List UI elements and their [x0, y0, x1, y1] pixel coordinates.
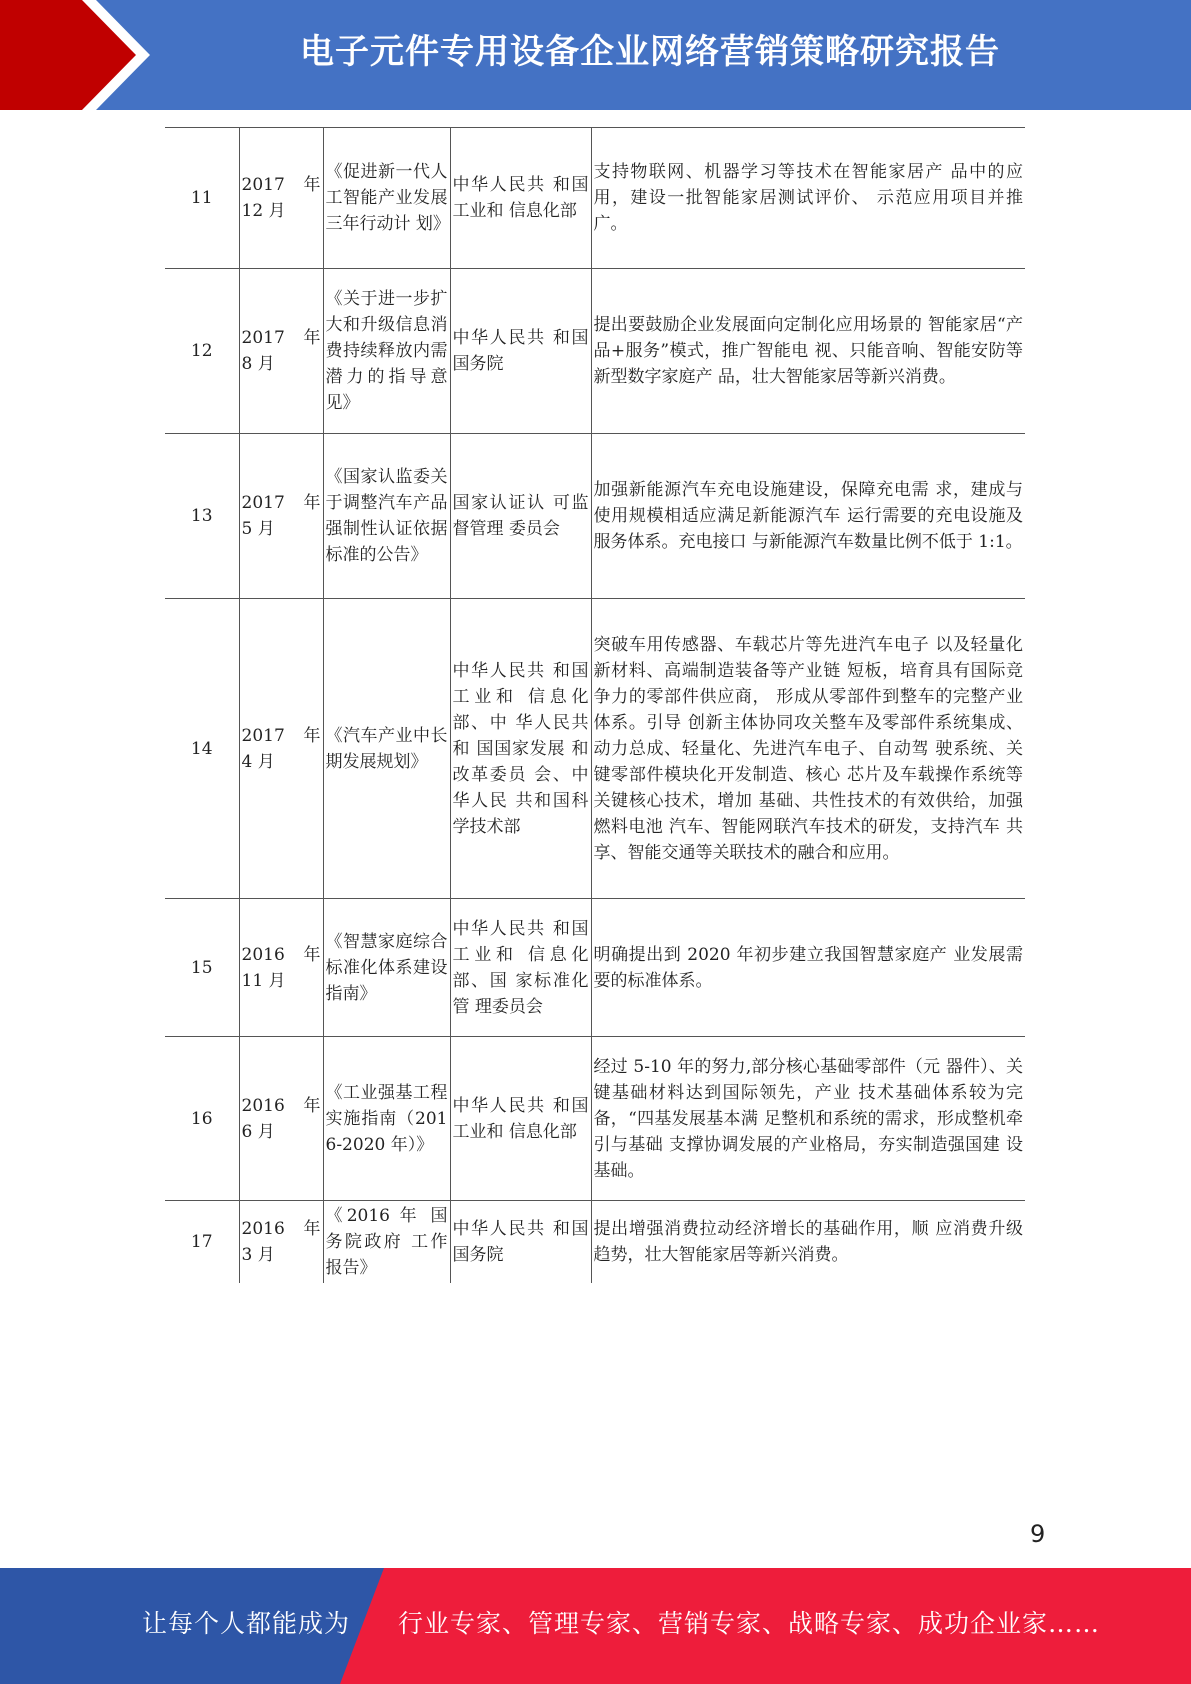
- page-number: 9: [1030, 1520, 1046, 1548]
- policy-table: [165, 127, 1025, 1283]
- issuing-authority: 中华人民共 和国国务院: [450, 269, 591, 434]
- row-number: 12: [165, 269, 239, 434]
- page-header: [0, 0, 1191, 110]
- row-number: 13: [165, 434, 239, 599]
- policy-name: 《促进新一代人工智能产业发展三年行动计 划》: [323, 128, 450, 269]
- policy-content: 支持物联网、机器学习等技术在智能家居产 品中的应用，建设一批智能家居测试评价、 示范应用项目并推广。: [591, 128, 1025, 269]
- header-red-arrow: [0, 0, 136, 110]
- table-row: [165, 269, 1025, 434]
- policy-content: 经过 5-10 年的努力,部分核心基础零部件（元 器件）、关键基础材料达到国际领先，产业 技术基础体系较为完备，“四基发展基本满 足整机和系统的需求，形成整机牵引与基础 支撑协调发展的产业格局，夯实制造强国建 设基础。: [591, 1037, 1025, 1201]
- issuing-authority: 中华人民共 和国工业和 信息化部、中 华人民共和 国国家发展 和改革委员 会、中华人民 共和国科学技术部: [450, 599, 591, 899]
- policy-name: 《2016 年 国务院政府 工作报告》: [323, 1201, 450, 1283]
- table-row: [165, 899, 1025, 1037]
- policy-content: 加强新能源汽车充电设施建设，保障充电需 求，建成与使用规模相适应满足新能源汽车 运行需要的充电设施及服务体系。充电接口 与新能源汽车数量比例不低于 1:1。: [591, 434, 1025, 599]
- issue-date: 2016 年 6 月: [239, 1037, 323, 1201]
- policy-name: 《国家认监委关于调整汽车产品强制性认证依据标准的公告》: [323, 434, 450, 599]
- footer-slogan-left: 让每个人都能成为: [142, 1609, 351, 1638]
- table-row: [165, 1201, 1025, 1283]
- issue-date: 2017 年 12 月: [239, 128, 323, 269]
- issue-date: 2017 年 5 月: [239, 434, 323, 599]
- issue-date: 2017 年 4 月: [239, 599, 323, 899]
- policy-name: 《工业强基工程实施指南（2016-2020 年）》: [323, 1037, 450, 1201]
- policy-name: 《智慧家庭综合标准化体系建设指南》: [323, 899, 450, 1037]
- policy-content: 提出要鼓励企业发展面向定制化应用场景的 智能家居“产品+服务”模式，推广智能电 视、只能音响、智能安防等新型数字家庭产 品，壮大智能家居等新兴消费。: [591, 269, 1025, 434]
- issuing-authority: 中华人民共 和国工业和 信息化部: [450, 1037, 591, 1201]
- table-row: [165, 1037, 1025, 1201]
- table-row: [165, 599, 1025, 899]
- page-footer: [0, 1568, 1191, 1684]
- issue-date: 2016 年 3 月: [239, 1201, 323, 1283]
- issue-date: 2016 年 11 月: [239, 899, 323, 1037]
- policy-name: 《关于进一步扩大和升级信息消费持续释放内需潜力的指导意见》: [323, 269, 450, 434]
- row-number: 14: [165, 599, 239, 899]
- issue-date: 2017 年 8 月: [239, 269, 323, 434]
- table-row: [165, 434, 1025, 599]
- policy-content: 明确提出到 2020 年初步建立我国智慧家庭产 业发展需要的标准体系。: [591, 899, 1025, 1037]
- policy-content: 突破车用传感器、车载芯片等先进汽车电子 以及轻量化新材料、高端制造装备等产业链 短板，培育具有国际竞争力的零部件供应商， 形成从零部件到整车的完整产业体系。引导 创新主体协同攻关整车及零部件系统集成、 动力总成、轻量化、先进汽车电子、自动驾 驶系统、关键零部件模块化开发制造、核心 芯片及车载操作系统等关键核心技术，增加 基础、共性技术的有效供给，加强燃料电池 汽车、智能网联汽车技术的研发，支持汽车 共享、智能交通等关联技术的融合和应用。: [591, 599, 1025, 899]
- report-title: 电子元件专用设备企业网络营销策略研究报告: [300, 32, 1000, 72]
- row-number: 11: [165, 128, 239, 269]
- issuing-authority: 中华人民共 和国工业和 信息化部: [450, 128, 591, 269]
- issuing-authority: 中华人民共 和国国务院: [450, 1201, 591, 1283]
- row-number: 17: [165, 1201, 239, 1283]
- footer-slogan-right: 行业专家、管理专家、营销专家、战略专家、成功企业家……: [398, 1609, 1101, 1638]
- issuing-authority: 中华人民共 和国工业和 信息化部、国 家标准化管 理委员会: [450, 899, 591, 1037]
- policy-name: 《汽车产业中长期发展规划》: [323, 599, 450, 899]
- policy-content: 提出增强消费拉动经济增长的基础作用，顺 应消费升级趋势，壮大智能家居等新兴消费。: [591, 1201, 1025, 1283]
- row-number: 16: [165, 1037, 239, 1201]
- row-number: 15: [165, 899, 239, 1037]
- table-row: [165, 128, 1025, 269]
- issuing-authority: 国家认证认 可监督管理 委员会: [450, 434, 591, 599]
